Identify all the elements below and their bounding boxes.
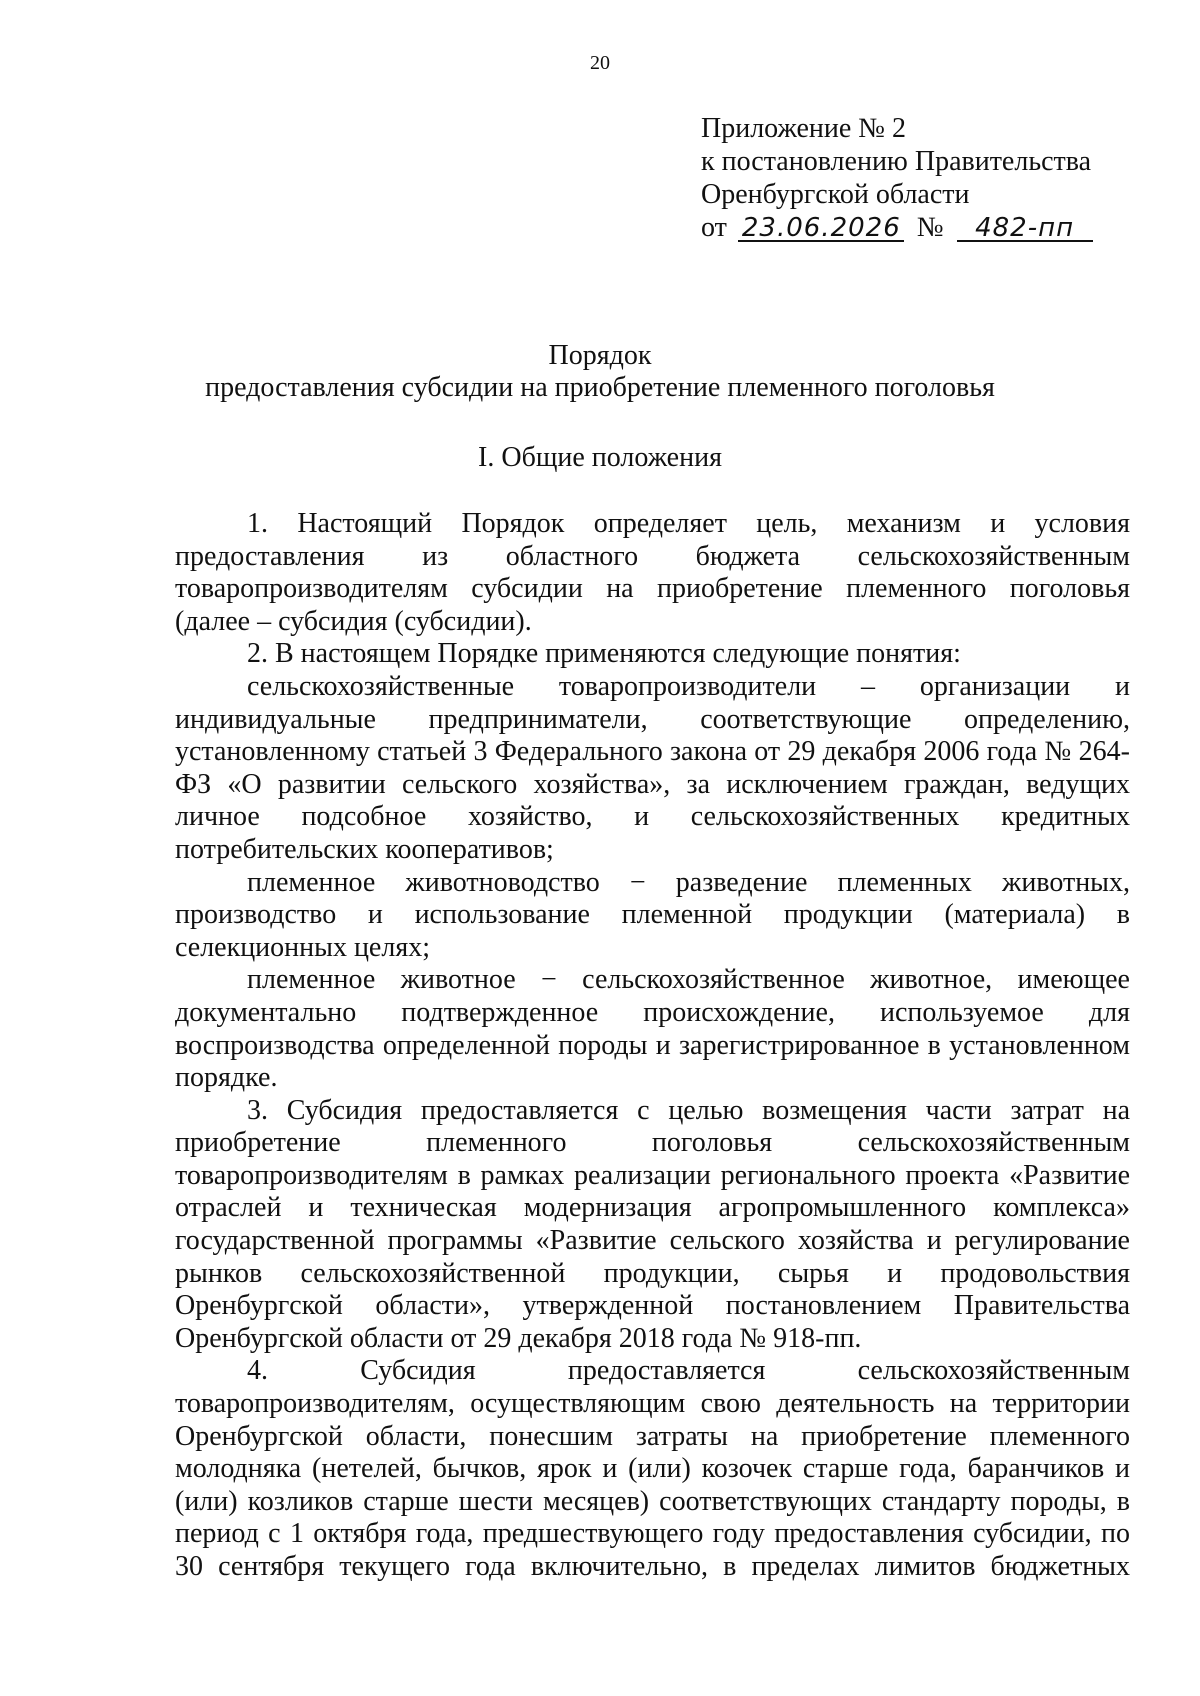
paragraph-definition-breeding: племенное животноводство − разведение племенных животных, производство и использование племенной продукции (материала) в селекционных целях; [175, 866, 1130, 963]
appendix-line-1: Приложение № 2 [701, 113, 906, 144]
page-number: 20 [590, 52, 610, 74]
paragraph-2: 2. В настоящем Порядке применяются следующие понятия: [247, 638, 961, 670]
section-title: I. Общие положения [478, 442, 722, 473]
number-sign: № [916, 212, 944, 243]
paragraph-3: 3. Субсидия предоставляется с целью возмещения части затрат на приобретение племенного поголовья сельскохозяйственным товаропроизводителям в рамках реализации регионального проекта «Развитие отраслей и техническая модернизация агропромышленного комплекса» государственной программы «Развитие сельского хозяйства и регулирование рынков сельскохозяйственной продукции, сырья и продовольствия Оренбургской области», утвержденной постановлением Правительства Оренбургской области от 29 декабря 2018 года № 918-пп. [175, 1094, 1130, 1354]
from-prefix: от [701, 212, 727, 243]
paragraph-definition-producers: сельскохозяйственные товаропроизводители – организации и индивидуальные предприниматели, соответствующие определению, установленному статьей 3 Федерального закона от 29 декабря 2006 года № 264-ФЗ «О развитии сельского хозяйства», за исключением граждан, ведущих личное подсобное хозяйство, и сельскохозяйственных кредитных потребительских кооперативов; [175, 670, 1130, 865]
document-title [0, 340, 1200, 404]
document-title-line-1: Порядок [548, 340, 652, 371]
appendix-line-4 [701, 211, 1161, 244]
appendix-block [701, 112, 1161, 244]
appendix-line-3: Оренбургской области [701, 179, 970, 210]
appendix-line-2: к постановлению Правительства [701, 146, 1092, 177]
paragraph-definition-animal: племенное животное − сельскохозяйственное животное, имеющее документально подтвержденное происхождение, используемое для воспроизводства определенной породы и зарегистрированное в установленном порядке. [175, 964, 1130, 1094]
document-title-line-2: предоставления субсидии на приобретение племенного поголовья [205, 372, 995, 403]
handwritten-number: 482-пп [957, 216, 1093, 242]
body-text [175, 508, 1130, 1584]
paragraph-1: 1. Настоящий Порядок определяет цель, механизм и условия предоставления из областного бюджета сельскохозяйственным товаропроизводителям субсидии на приобретение племенного поголовья (далее – субсидия (субсидии). [175, 508, 1130, 637]
paragraph-4: 4. Субсидия предоставляется сельскохозяйственным товаропроизводителям, осуществляющим свою деятельность на территории Оренбургской области, понесшим затраты на приобретение племенного молодняка (нетелей, бычков, ярок и (или) козочек старше года, баранчиков и (или) козликов старше шести месяцев) соответствующих стандарту породы, в период с 1 октября года, предшествующего году предоставления субсидии, по 30 сентября текущего года включительно, в пределах лимитов бюджетных [175, 1355, 1130, 1582]
handwritten-date: 23.06.2026 [738, 216, 904, 242]
